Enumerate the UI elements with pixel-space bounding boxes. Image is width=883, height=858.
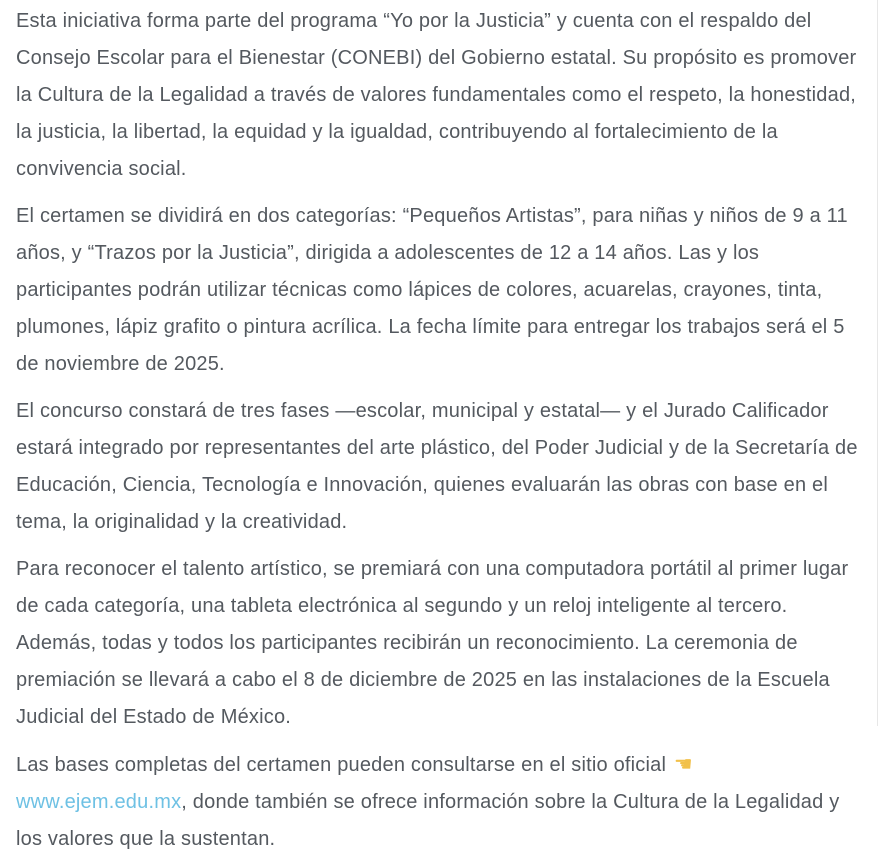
paragraph-phases-jury: El concurso constará de tres fases —escolar, municipal y estatal— y el Jurado Calificador estará integrado por representantes del arte plástico, del Poder Judicial y de la Secretaría de Educación, Ciencia, Tecnología e Innovación, quienes evaluarán las obras con base en el tema, la originalidad y la creatividad. [16,400,858,533]
paragraph-intro: Esta iniciativa forma parte del programa “Yo por la Justicia” y cuenta con el respaldo del Consejo Escolar para el Bienestar (CONEBI) del Gobierno estatal. Su propósito es promover la Cultura de la Legalidad a través de valores fundamentales como el respeto, la honestidad, la justicia, la libertad, la equidad y la igualdad, contribuyendo al fortalecimiento de la convivencia social. [16,10,857,180]
closing-text-after-link: , donde también se ofrece información sobre la Cultura de la Legalidad y los valores que la sustentan. [16,791,840,850]
ejem-website-link[interactable]: www.ejem.edu.mx [16,791,182,813]
content-right-border [877,0,878,726]
backhand-index-pointing-left-icon: ☚ [673,752,693,776]
closing-text-before-link: Las bases completas del certamen pueden consultarse en el sitio oficial [16,754,667,776]
paragraph-closing [16,746,859,858]
paragraph-prizes: Para reconocer el talento artístico, se premiará con una computadora portátil al primer lugar de cada categoría, una tableta electrónica al segundo y un reloj inteligente al tercero. Además, todas y todos los participantes recibirán un reconocimiento. La ceremonia de premiación se llevará a cabo el 8 de diciembre de 2025 en las instalaciones de la Escuela Judicial del Estado de México. [16,558,849,728]
paragraph-categories: El certamen se dividirá en dos categorías: “Pequeños Artistas”, para niñas y niños de 9 a 11 años, y “Trazos por la Justicia”, dirigida a adolescentes de 12 a 14 años. Las y los participantes podrán utilizar técnicas como lápices de colores, acuarelas, crayones, tinta, plumones, lápiz grafito o pintura acrílica. La fecha límite para entregar los trabajos será el 5 de noviembre de 2025. [16,205,848,375]
